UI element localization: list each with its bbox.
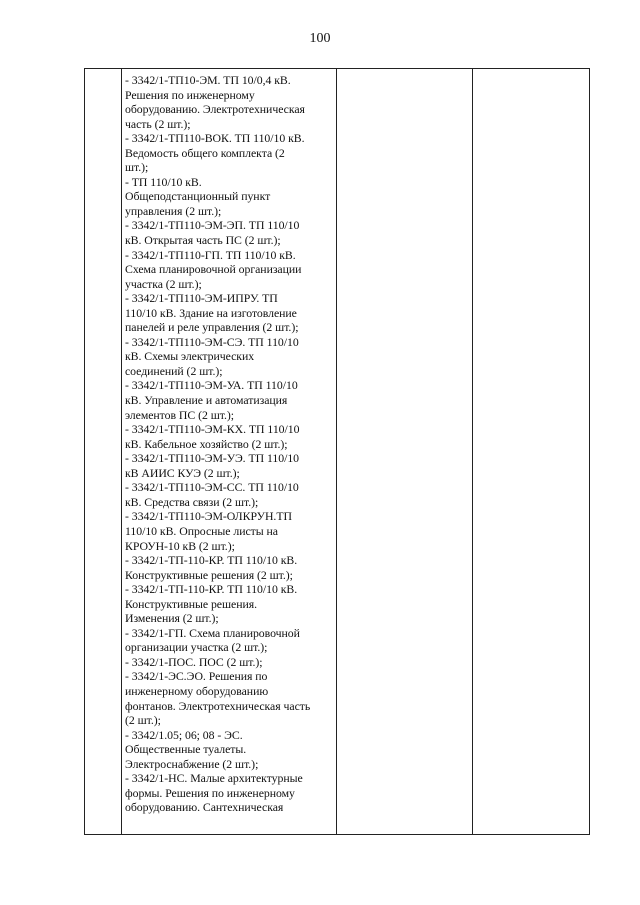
- document-list-line: кВ. Средства связи (2 шт.);: [125, 494, 259, 509]
- document-list-line: - 3342/1-ТП-110-КР. ТП 110/10 кВ.: [125, 582, 298, 597]
- document-list-line: КРОУН-10 кВ (2 шт.);: [125, 538, 235, 553]
- document-list-line: - 3342/1-ТП110-ЭМ-УА. ТП 110/10: [125, 378, 298, 393]
- document-list-line: 110/10 кВ. Опросные листы на: [125, 523, 278, 538]
- table-cell-fourth: [473, 69, 590, 835]
- document-list-line: участка (2 шт.);: [125, 276, 202, 291]
- page-number: 100: [309, 31, 331, 46]
- document-list-line: - ТП 110/10 кВ.: [125, 174, 202, 189]
- document-list-line: формы. Решения по инженерному: [125, 785, 295, 800]
- document-table: [84, 68, 590, 835]
- document-list-line: - 3342/1-ТП110-ЭМ-ИПРУ. ТП: [125, 291, 278, 306]
- document-list-line: оборудованию. Сантехническая: [125, 800, 284, 815]
- table-cell-number: [85, 69, 122, 835]
- document-list-line: - 3342/1-ТП110-ЭМ-СС. ТП 110/10: [125, 480, 299, 495]
- document-list-line: - 3342/1-ГП. Схема планировочной: [125, 625, 300, 640]
- document-list-line: кВ АИИС КУЭ (2 шт.);: [125, 465, 240, 480]
- table-cell-documents: [122, 69, 337, 835]
- document-list-line: - 3342/1-ТП10-ЭМ. ТП 10/0,4 кВ.: [125, 73, 291, 87]
- document-list-line: - 3342/1-ТП110-ЭМ-СЭ. ТП 110/10: [125, 334, 299, 349]
- document-list-line: соединений (2 шт.);: [125, 363, 223, 378]
- document-list-line: - 3342/1-ТП110-ГП. ТП 110/10 кВ.: [125, 247, 296, 262]
- document-list-line: фонтанов. Электротехническая часть: [125, 698, 311, 713]
- document-list-line: Общеподстанционный пункт: [125, 189, 271, 204]
- document-list-line: - 3342/1-ТП110-ЭМ-ЭП. ТП 110/10: [125, 218, 300, 233]
- document-list-line: - 3342/1-ПОС. ПОС (2 шт.);: [125, 654, 263, 669]
- document-list-line: кВ. Кабельное хозяйство (2 шт.);: [125, 436, 288, 451]
- document-list-line: - 3342/1-ТП110-ЭМ-УЭ. ТП 110/10: [125, 451, 300, 466]
- document-list-line: Изменения (2 шт.);: [125, 611, 219, 626]
- document-list-line: кВ. Открытая часть ПС (2 шт.);: [125, 233, 281, 248]
- document-list-line: кВ. Управление и автоматизация: [125, 393, 288, 408]
- document-list-line: - 3342/1.05; 06; 08 - ЭС.: [125, 727, 243, 742]
- document-list: [122, 69, 336, 815]
- document-list-line: - 3342/1-ТП110-ВОК. ТП 110/10 кВ.: [125, 131, 305, 146]
- document-list-line: Конструктивные решения.: [125, 596, 258, 611]
- document-list-line: элементов ПС (2 шт.);: [125, 407, 234, 422]
- document-list-line: Схема планировочной организации: [125, 262, 302, 277]
- document-list-line: управления (2 шт.);: [125, 203, 222, 218]
- document-list-line: Электроснабжение (2 шт.);: [125, 756, 259, 771]
- table-row: [85, 69, 590, 835]
- document-list-line: - 3342/1-ТП-110-КР. ТП 110/10 кВ.: [125, 553, 298, 568]
- document-list-line: оборудованию. Электротехническая: [125, 102, 305, 117]
- document-list-line: шт.);: [125, 160, 149, 175]
- document-list-line: - 3342/1-ТП110-ЭМ-КХ. ТП 110/10: [125, 422, 300, 437]
- document-list-line: 110/10 кВ. Здание на изготовление: [125, 305, 297, 320]
- document-list-line: Конструктивные решения (2 шт.);: [125, 567, 293, 582]
- document-list-line: часть (2 шт.);: [125, 116, 191, 131]
- document-list-line: (2 шт.);: [125, 713, 161, 728]
- document-list-line: организации участка (2 шт.);: [125, 640, 268, 655]
- document-list-line: - 3342/1-НС. Малые архитектурные: [125, 771, 303, 786]
- document-list-line: кВ. Схемы электрических: [125, 349, 255, 364]
- document-list-line: Решения по инженерному: [125, 87, 255, 102]
- document-list-line: - 3342/1-ТП110-ЭМ-ОЛКРУН.ТП: [125, 509, 292, 524]
- document-list-line: - 3342/1-ЭС.ЭО. Решения по: [125, 669, 268, 684]
- document-list-line: Общественные туалеты.: [125, 742, 247, 757]
- document-list-line: панелей и реле управления (2 шт.);: [125, 320, 299, 335]
- document-list-line: инженерному оборудованию: [125, 683, 269, 698]
- document-list-line: Ведомость общего комплекта (2: [125, 145, 285, 160]
- table-cell-third: [337, 69, 473, 835]
